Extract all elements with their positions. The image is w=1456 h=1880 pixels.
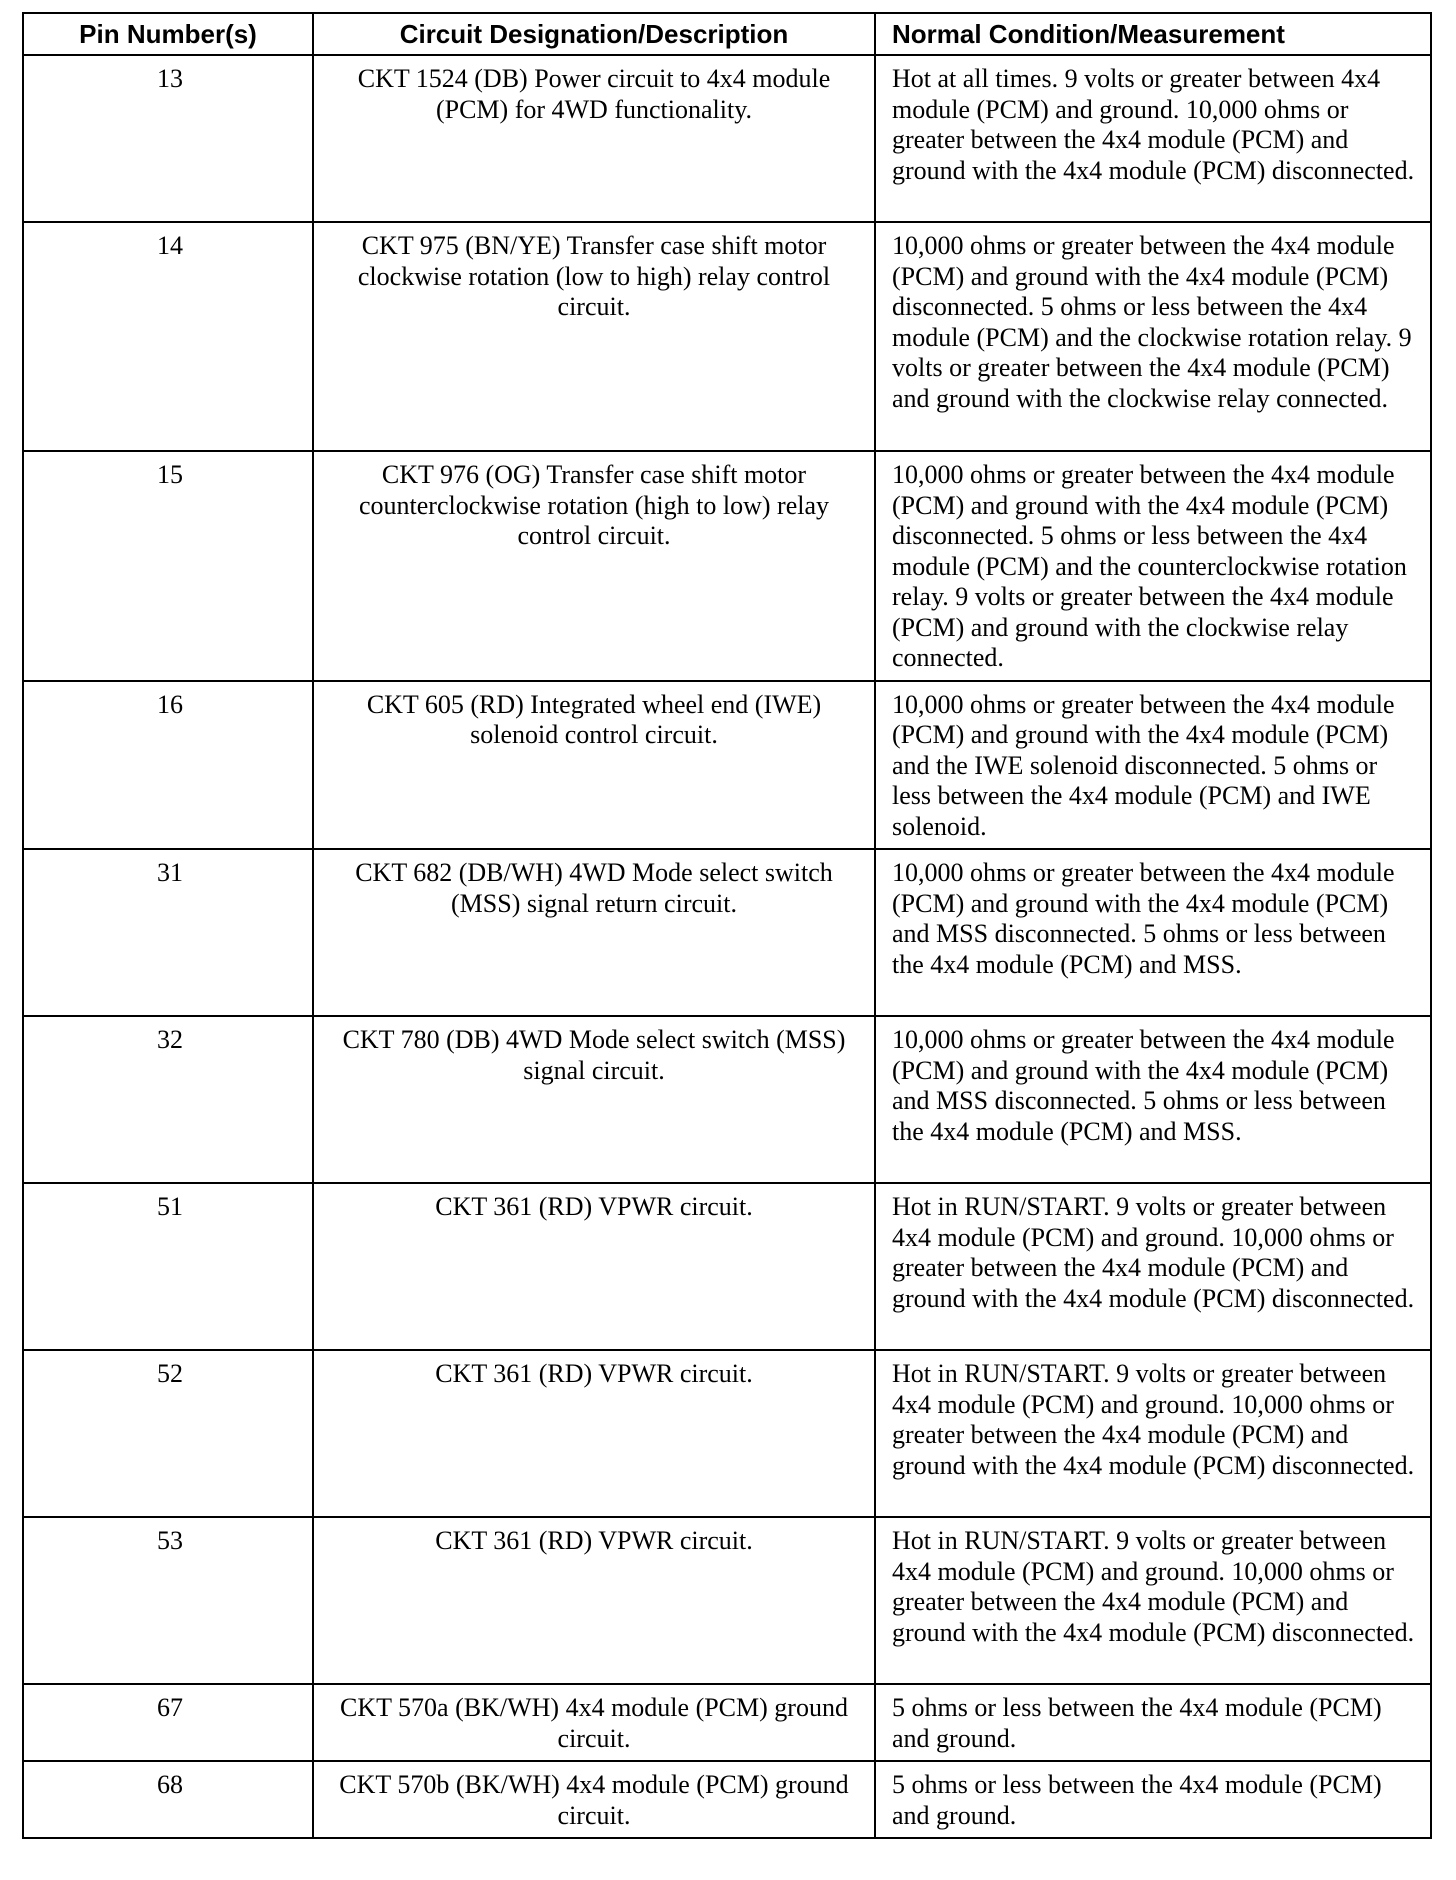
circuit-description-cell: CKT 975 (BN/YE) Transfer case shift motor clockwise rotation (low to high) relay control circuit. [313,222,875,451]
circuit-description-cell: CKT 605 (RD) Integrated wheel end (IWE) solenoid control circuit. [313,681,875,850]
table-row [23,849,1431,1016]
normal-condition-cell: Hot in RUN/START. 9 volts or greater between 4x4 module (PCM) and ground. 10,000 ohms or greater between the 4x4 module (PCM) and ground with the 4x4 module (PCM) disconnected. [875,1350,1431,1517]
pin-number-cell: 13 [23,55,313,222]
pin-number-cell: 32 [23,1016,313,1183]
normal-condition-cell: 5 ohms or less between the 4x4 module (PCM) and ground. [875,1684,1431,1761]
normal-condition-cell: Hot at all times. 9 volts or greater between 4x4 module (PCM) and ground. 10,000 ohms or greater between the 4x4 module (PCM) and ground with the 4x4 module (PCM) disconnected. [875,55,1431,222]
circuit-description-cell: CKT 361 (RD) VPWR circuit. [313,1350,875,1517]
normal-condition-cell: Hot in RUN/START. 9 volts or greater between 4x4 module (PCM) and ground. 10,000 ohms or greater between the 4x4 module (PCM) and ground with the 4x4 module (PCM) disconnected. [875,1517,1431,1684]
circuit-description-cell: CKT 780 (DB) 4WD Mode select switch (MSS) signal circuit. [313,1016,875,1183]
table-row [23,55,1431,222]
pin-number-cell: 51 [23,1183,313,1350]
pin-number-cell: 14 [23,222,313,451]
header-pin-numbers: Pin Number(s) [23,13,313,55]
normal-condition-cell: 10,000 ohms or greater between the 4x4 module (PCM) and ground with the 4x4 module (PCM) disconnected. 5 ohms or less between the 4x4 module (PCM) and the counterclockwise rotation relay. 9 volts or greater between the 4x4 module (PCM) and ground with the clockwise relay connected. [875,451,1431,681]
pin-number-cell: 52 [23,1350,313,1517]
pin-number-cell: 15 [23,451,313,681]
header-row [23,13,1431,55]
normal-condition-cell: 10,000 ohms or greater between the 4x4 module (PCM) and ground with the 4x4 module (PCM) and MSS disconnected. 5 ohms or less between the 4x4 module (PCM) and MSS. [875,849,1431,1016]
pin-number-cell: 31 [23,849,313,1016]
table-row [23,1350,1431,1517]
normal-condition-cell: 10,000 ohms or greater between the 4x4 module (PCM) and ground with the 4x4 module (PCM) and MSS disconnected. 5 ohms or less between the 4x4 module (PCM) and MSS. [875,1016,1431,1183]
pin-number-cell: 67 [23,1684,313,1761]
circuit-description-cell: CKT 570a (BK/WH) 4x4 module (PCM) ground circuit. [313,1684,875,1761]
pin-number-cell: 16 [23,681,313,850]
header-normal-condition: Normal Condition/Measurement [875,13,1431,55]
circuit-description-cell: CKT 570b (BK/WH) 4x4 module (PCM) ground circuit. [313,1761,875,1838]
table-row [23,681,1431,850]
table-row [23,1016,1431,1183]
normal-condition-cell: Hot in RUN/START. 9 volts or greater between 4x4 module (PCM) and ground. 10,000 ohms or greater between the 4x4 module (PCM) and ground with the 4x4 module (PCM) disconnected. [875,1183,1431,1350]
table-row [23,222,1431,451]
table-header [23,13,1431,55]
header-circuit-description: Circuit Designation/Description [313,13,875,55]
table-row [23,1517,1431,1684]
circuit-description-cell: CKT 361 (RD) VPWR circuit. [313,1183,875,1350]
normal-condition-cell: 10,000 ohms or greater between the 4x4 module (PCM) and ground with the 4x4 module (PCM) and the IWE solenoid disconnected. 5 ohms or less between the 4x4 module (PCM) and IWE solenoid. [875,681,1431,850]
normal-condition-cell: 10,000 ohms or greater between the 4x4 module (PCM) and ground with the 4x4 module (PCM) disconnected. 5 ohms or less between the 4x4 module (PCM) and the clockwise rotation relay. 9 volts or greater between the 4x4 module (PCM) and ground with the clockwise relay connected. [875,222,1431,451]
pin-number-cell: 68 [23,1761,313,1838]
table-row [23,1183,1431,1350]
circuit-description-cell: CKT 361 (RD) VPWR circuit. [313,1517,875,1684]
table-row [23,1761,1431,1838]
circuit-description-cell: CKT 976 (OG) Transfer case shift motor counterclockwise rotation (high to low) relay control circuit. [313,451,875,681]
circuit-description-cell: CKT 682 (DB/WH) 4WD Mode select switch (MSS) signal return circuit. [313,849,875,1016]
pin-number-cell: 53 [23,1517,313,1684]
table-body [23,55,1431,1838]
table-row [23,1684,1431,1761]
pin-table [22,12,1432,1839]
circuit-description-cell: CKT 1524 (DB) Power circuit to 4x4 module (PCM) for 4WD functionality. [313,55,875,222]
table-row [23,451,1431,681]
normal-condition-cell: 5 ohms or less between the 4x4 module (PCM) and ground. [875,1761,1431,1838]
